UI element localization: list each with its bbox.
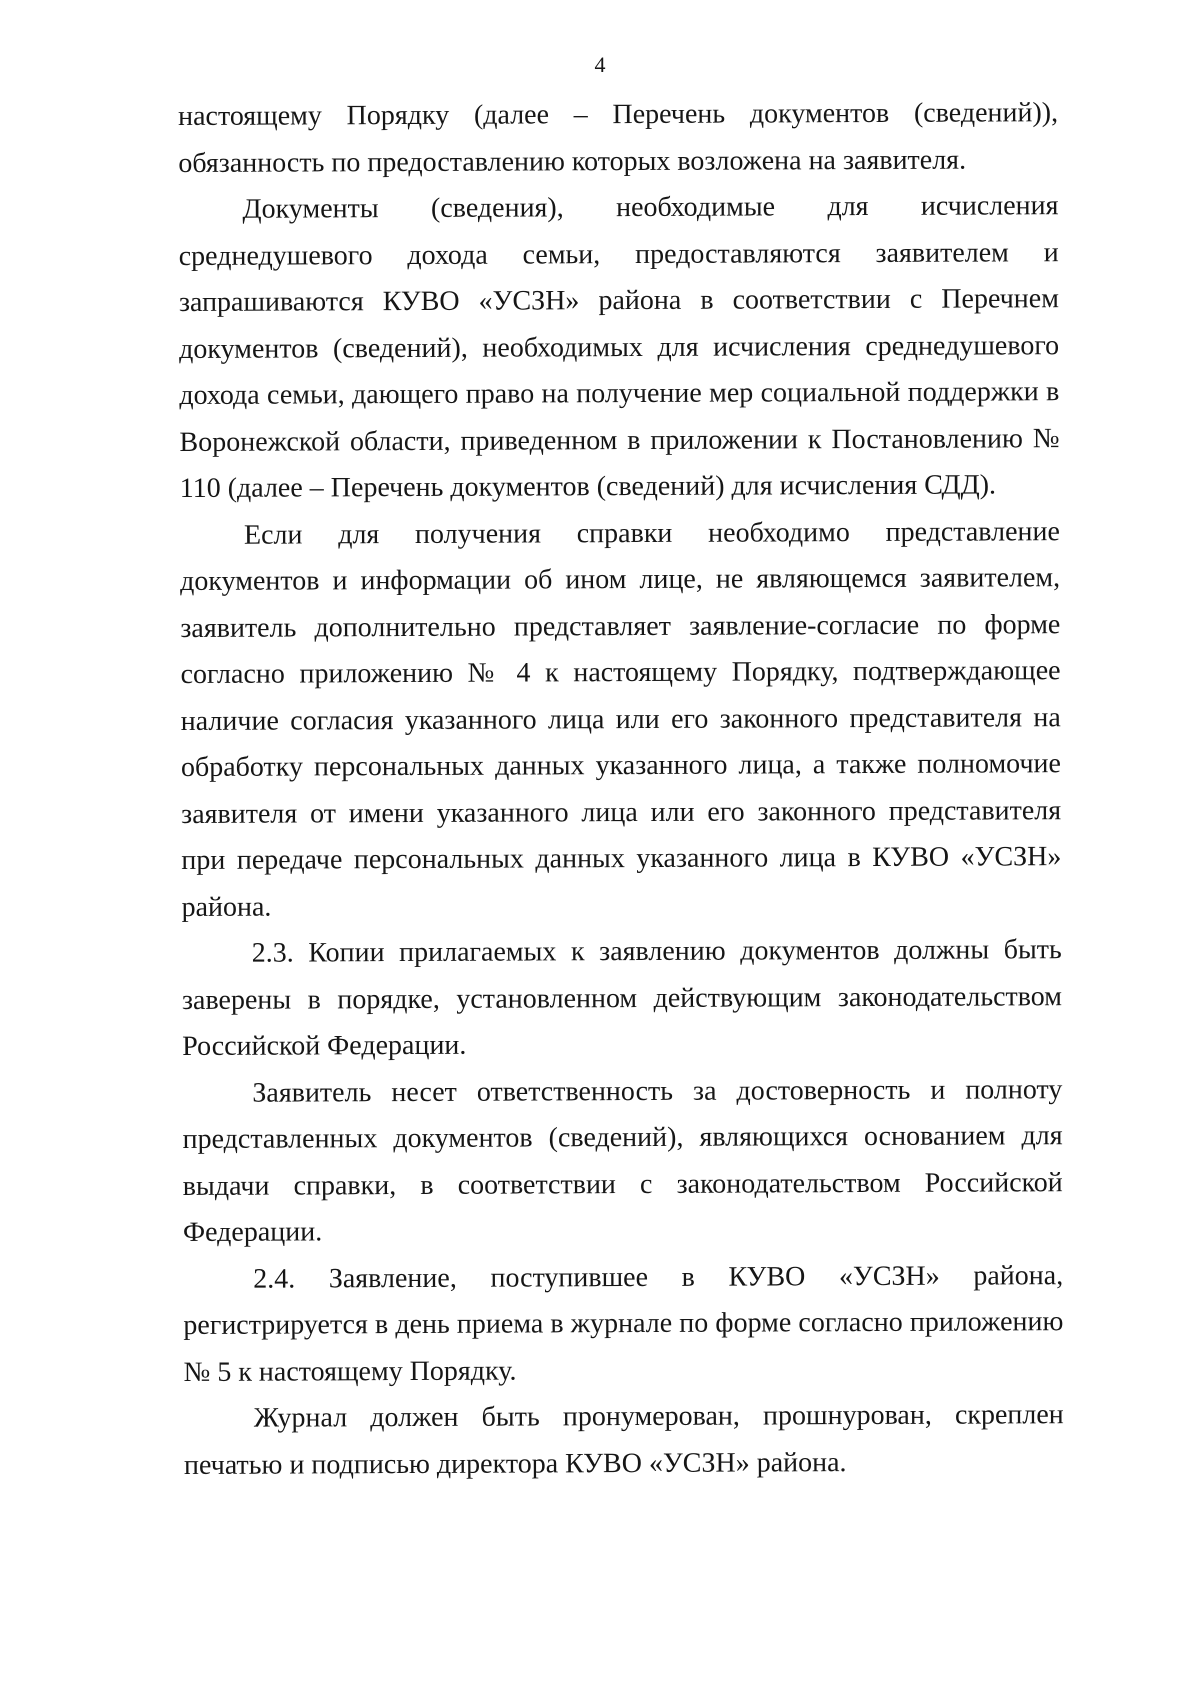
page-number: 4 xyxy=(594,52,606,77)
paragraph-journal: Журнал должен быть пронумерован, прошнурован, скреплен печатью и подписью директора КУВО «УСЗН» района. xyxy=(183,1399,1064,1481)
paragraph-third-party-consent: Если для получения справки необходимо представление документов и информации об ином лице, не являющемся заявителем, заявитель дополнительно представляет заявление-согласие по форме согласно приложению № 4 к настоящему Порядку, подтверждающее наличие согласия указанного лица или его законного представителя на обработку персональных данных указанного лица, а также полномочие заявителя от имени указанного лица или его законного представителя при передаче персональных данных указанного лица в КУВО «УСЗН» района. xyxy=(180,515,1062,923)
paragraph-2-4-registration: 2.4. Заявление, поступившее в КУВО «УСЗН» района, регистрируется в день приема в журнале по форме согласно приложению № 5 к настоящему Порядку. xyxy=(183,1259,1064,1388)
paragraph-income-documents: Документы (сведения), необходимые для исчисления среднедушевого дохода семьи, предоставляются заявителем и запрашиваются КУВО «УСЗН» района в соответствии с Перечнем документов (сведений), необходимых для исчисления среднедушевого дохода семьи, дающего право на получение мер социальной поддержки в Воронежской области, приведенном в приложении к Постановлению № 110 (далее – Перечень документов (сведений) для исчисления СДД). xyxy=(178,190,1060,504)
paragraph-2-3-copies: 2.3. Копии прилагаемых к заявлению документов должны быть заверены в порядке, установленном действующим законодательством Российской Федерации. xyxy=(181,934,1063,1062)
document-body xyxy=(178,90,1064,1489)
paragraph-continuation: настоящему Порядку (далее – Перечень документов (сведений)), обязанность по предоставлению которых возложена на заявителя. xyxy=(178,97,1059,179)
paragraph-applicant-responsibility: Заявитель несет ответственность за достоверность и полноту представленных документов (сведений), являющихся основанием для выдачи справки, в соответствии с законодательством Российской Федерации. xyxy=(182,1073,1063,1248)
